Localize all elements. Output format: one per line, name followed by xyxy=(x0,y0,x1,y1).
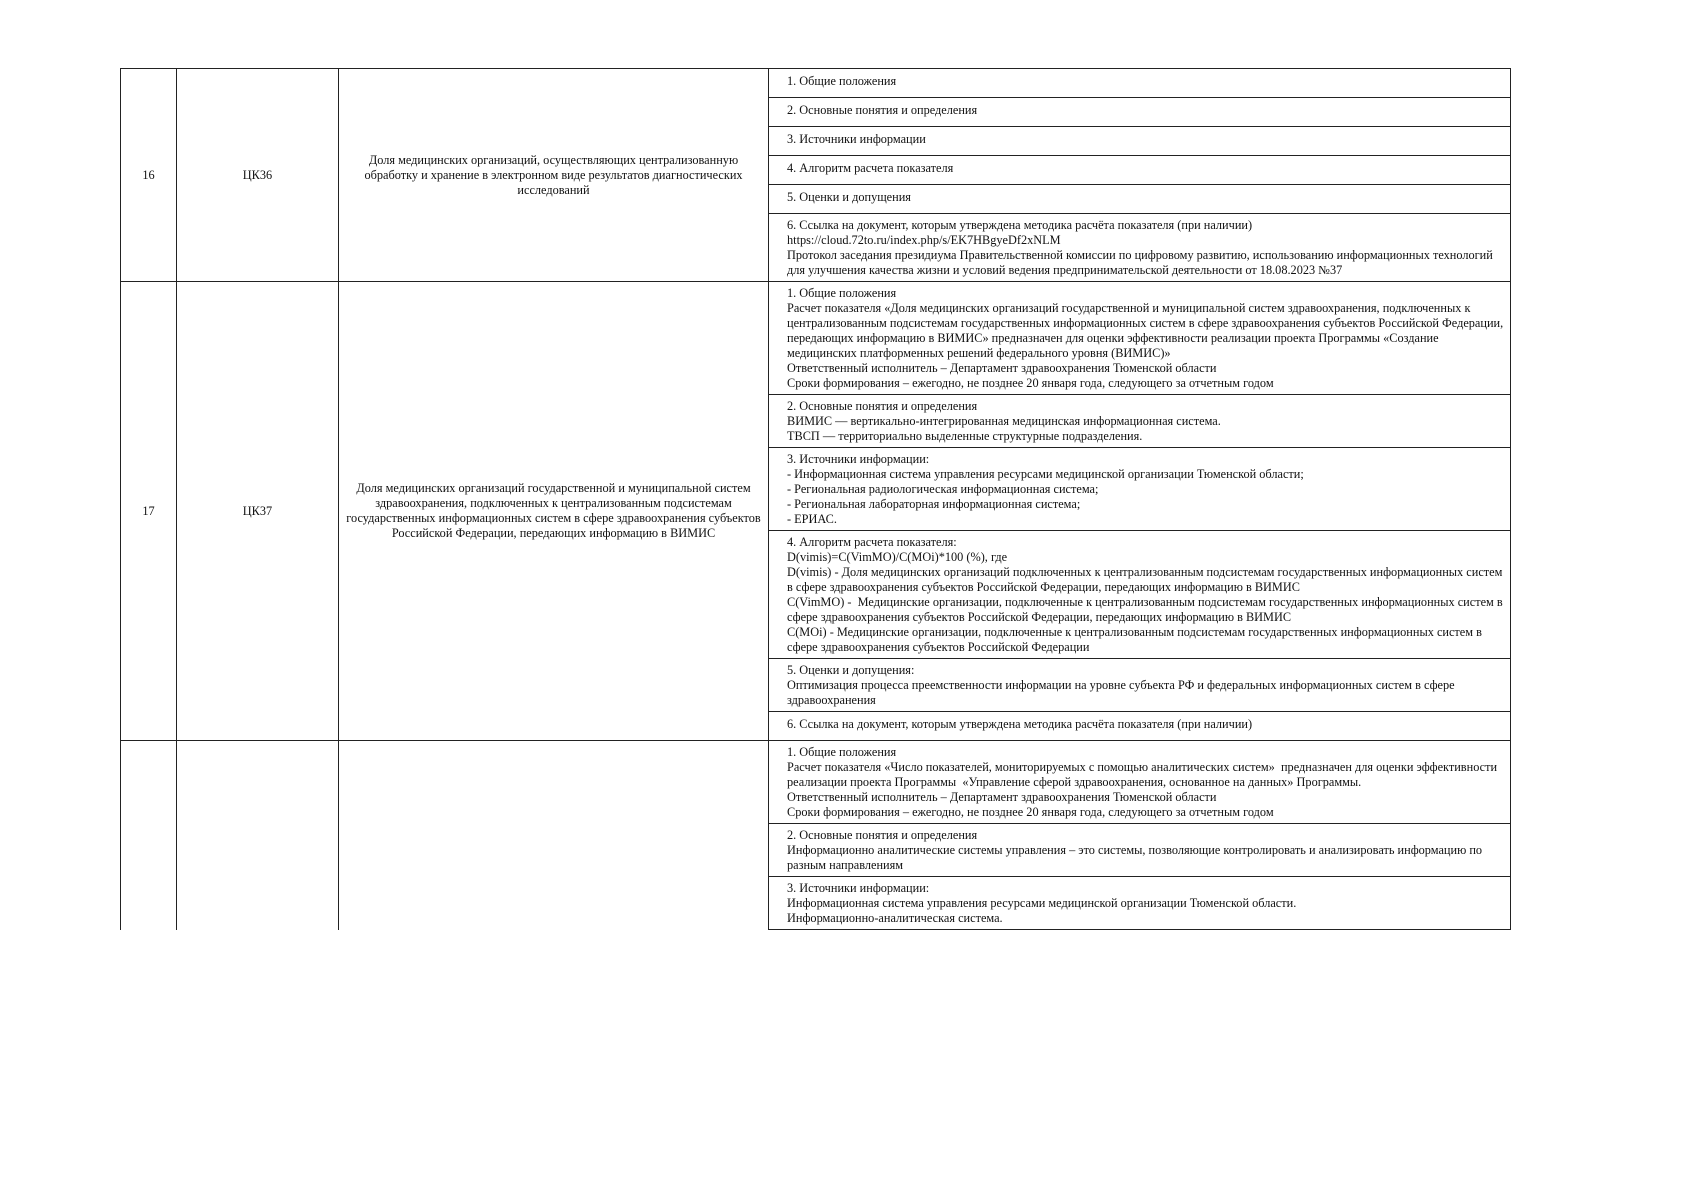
section-cell xyxy=(769,127,1511,156)
section-line: 2. Основные понятия и определения xyxy=(787,399,978,413)
section-cell xyxy=(769,214,1511,282)
formula-line: D(vimis)=C(VimMO)/C(MOi)*100 (%), где xyxy=(787,550,1008,564)
indicator-code xyxy=(177,741,339,930)
section-line: 5. Оценки и допущения: xyxy=(787,663,915,677)
section-cell xyxy=(769,741,1511,824)
section-cell xyxy=(769,69,1511,98)
indicator-name xyxy=(339,741,769,930)
section-line: 1. Общие положения xyxy=(787,286,897,300)
section-cell xyxy=(769,448,1511,531)
section-line: Протокол заседания президиума Правительственной комиссии по цифровому развитию, использованию информационных технологий для улучшения качества жизни и условий ведения предпринимательской деятельности от 18.08.2023 №37 xyxy=(787,248,1496,277)
section-line: Информационно-аналитическая система. xyxy=(787,911,1003,925)
row-number xyxy=(121,741,177,930)
section-line: 3. Источники информации xyxy=(787,132,926,146)
section-line: 3. Источники информации: xyxy=(787,881,930,895)
section-line: - ЕРИАС. xyxy=(787,512,837,526)
table-row xyxy=(121,282,1511,395)
section-line: Сроки формирования – ежегодно, не позднее 20 января года, следующего за отчетным годом xyxy=(787,805,1274,819)
document-link[interactable]: https://cloud.72to.ru/index.php/s/EK7HBgyeDf2xNLM xyxy=(787,233,1061,247)
section-cell xyxy=(769,659,1511,712)
indicator-name: Доля медицинских организаций, осуществляющих централизованную обработку и хранение в электронном виде результатов диагностических исследований xyxy=(339,69,769,282)
section-line: C(MOi) - Медицинские организации, подключенные к централизованным подсистемам государственных информационных систем в сфере здравоохранения субъектов Российской Федерации xyxy=(787,625,1486,654)
section-line: 2. Основные понятия и определения xyxy=(787,828,978,842)
section-line: - Региональная лабораторная информационная система; xyxy=(787,497,1081,511)
section-line: - Региональная радиологическая информационная система; xyxy=(787,482,1099,496)
section-line: 6. Ссылка на документ, которым утверждена методика расчёта показателя (при наличии) xyxy=(787,218,1253,232)
section-cell xyxy=(769,156,1511,185)
section-line: Оптимизация процесса преемственности информации на уровне субъекта РФ и федеральных информационных систем в сфере здравоохранения xyxy=(787,678,1458,707)
table-row xyxy=(121,741,1511,824)
section-line: 3. Источники информации: xyxy=(787,452,930,466)
indicator-code: ЦК37 xyxy=(177,282,339,741)
section-line: 6. Ссылка на документ, которым утверждена методика расчёта показателя (при наличии) xyxy=(787,717,1253,731)
section-line: 2. Основные понятия и определения xyxy=(787,103,978,117)
indicator-table-page xyxy=(120,68,1510,930)
table-row xyxy=(121,69,1511,98)
section-cell xyxy=(769,531,1511,659)
row-number: 16 xyxy=(121,69,177,282)
section-cell xyxy=(769,712,1511,741)
section-line: Сроки формирования – ежегодно, не позднее 20 января года, следующего за отчетным годом xyxy=(787,376,1274,390)
section-line: Информационная система управления ресурсами медицинской организации Тюменской области. xyxy=(787,896,1297,910)
section-line: 1. Общие положения xyxy=(787,74,897,88)
indicator-code: ЦК36 xyxy=(177,69,339,282)
section-cell xyxy=(769,824,1511,877)
section-line: - Информационная система управления ресурсами медицинской организации Тюменской области; xyxy=(787,467,1304,481)
section-line: Ответственный исполнитель – Департамент здравоохранения Тюменской области xyxy=(787,790,1217,804)
section-line: D(vimis) - Доля медицинских организаций подключенных к централизованным подсистемам государственных информационных систем в сфере здравоохранения субъектов Российской Федерации, передающих информацию в ВИМИС xyxy=(787,565,1506,594)
section-cell xyxy=(769,185,1511,214)
section-line: 4. Алгоритм расчета показателя: xyxy=(787,535,957,549)
section-line: 4. Алгоритм расчета показателя xyxy=(787,161,954,175)
row-number: 17 xyxy=(121,282,177,741)
section-cell xyxy=(769,98,1511,127)
section-line: Информационно аналитические системы управления – это системы, позволяющие контролировать и анализировать информацию по разным направлениям xyxy=(787,843,1486,872)
section-cell xyxy=(769,282,1511,395)
section-line: Расчет показателя «Доля медицинских организаций государственной и муниципальной систем здравоохранения, подключенных к централизованным подсистемам государственных информационных систем в сфере здравоохранения субъектов Российской Федерации, передающих информацию в ВИМИС» предназначен для оценки эффективности реализации проекта Программы «Создание медицинских платформенных решений федерального уровня (ВИМИС)» xyxy=(787,301,1507,360)
section-line: Ответственный исполнитель – Департамент здравоохранения Тюменской области xyxy=(787,361,1217,375)
section-line: ТВСП — территориально выделенные структурные подразделения. xyxy=(787,429,1143,443)
section-line: 1. Общие положения xyxy=(787,745,897,759)
section-line: Расчет показателя «Число показателей, мониторируемых с помощью аналитических систем» предназначен для оценки эффективности реализации проекта Программы «Управление сферой здравоохранения, основанное на данных» Программы. xyxy=(787,760,1501,789)
section-line: 5. Оценки и допущения xyxy=(787,190,911,204)
indicator-table xyxy=(120,68,1511,930)
section-line: C(VimMO) - Медицинские организации, подключенные к централизованным подсистемам государственных информационных систем в сфере здравоохранения субъектов Российской Федерации, передающих информацию в ВИМИС xyxy=(787,595,1506,624)
section-cell xyxy=(769,877,1511,930)
indicator-name: Доля медицинских организаций государственной и муниципальной систем здравоохранения, подключенных к централизованным подсистемам государственных информационных систем в сфере здравоохранения субъектов Российской Федерации, передающих информацию в ВИМИС xyxy=(339,282,769,741)
section-line: ВИМИС — вертикально-интегрированная медицинская информационная система. xyxy=(787,414,1221,428)
section-cell xyxy=(769,395,1511,448)
